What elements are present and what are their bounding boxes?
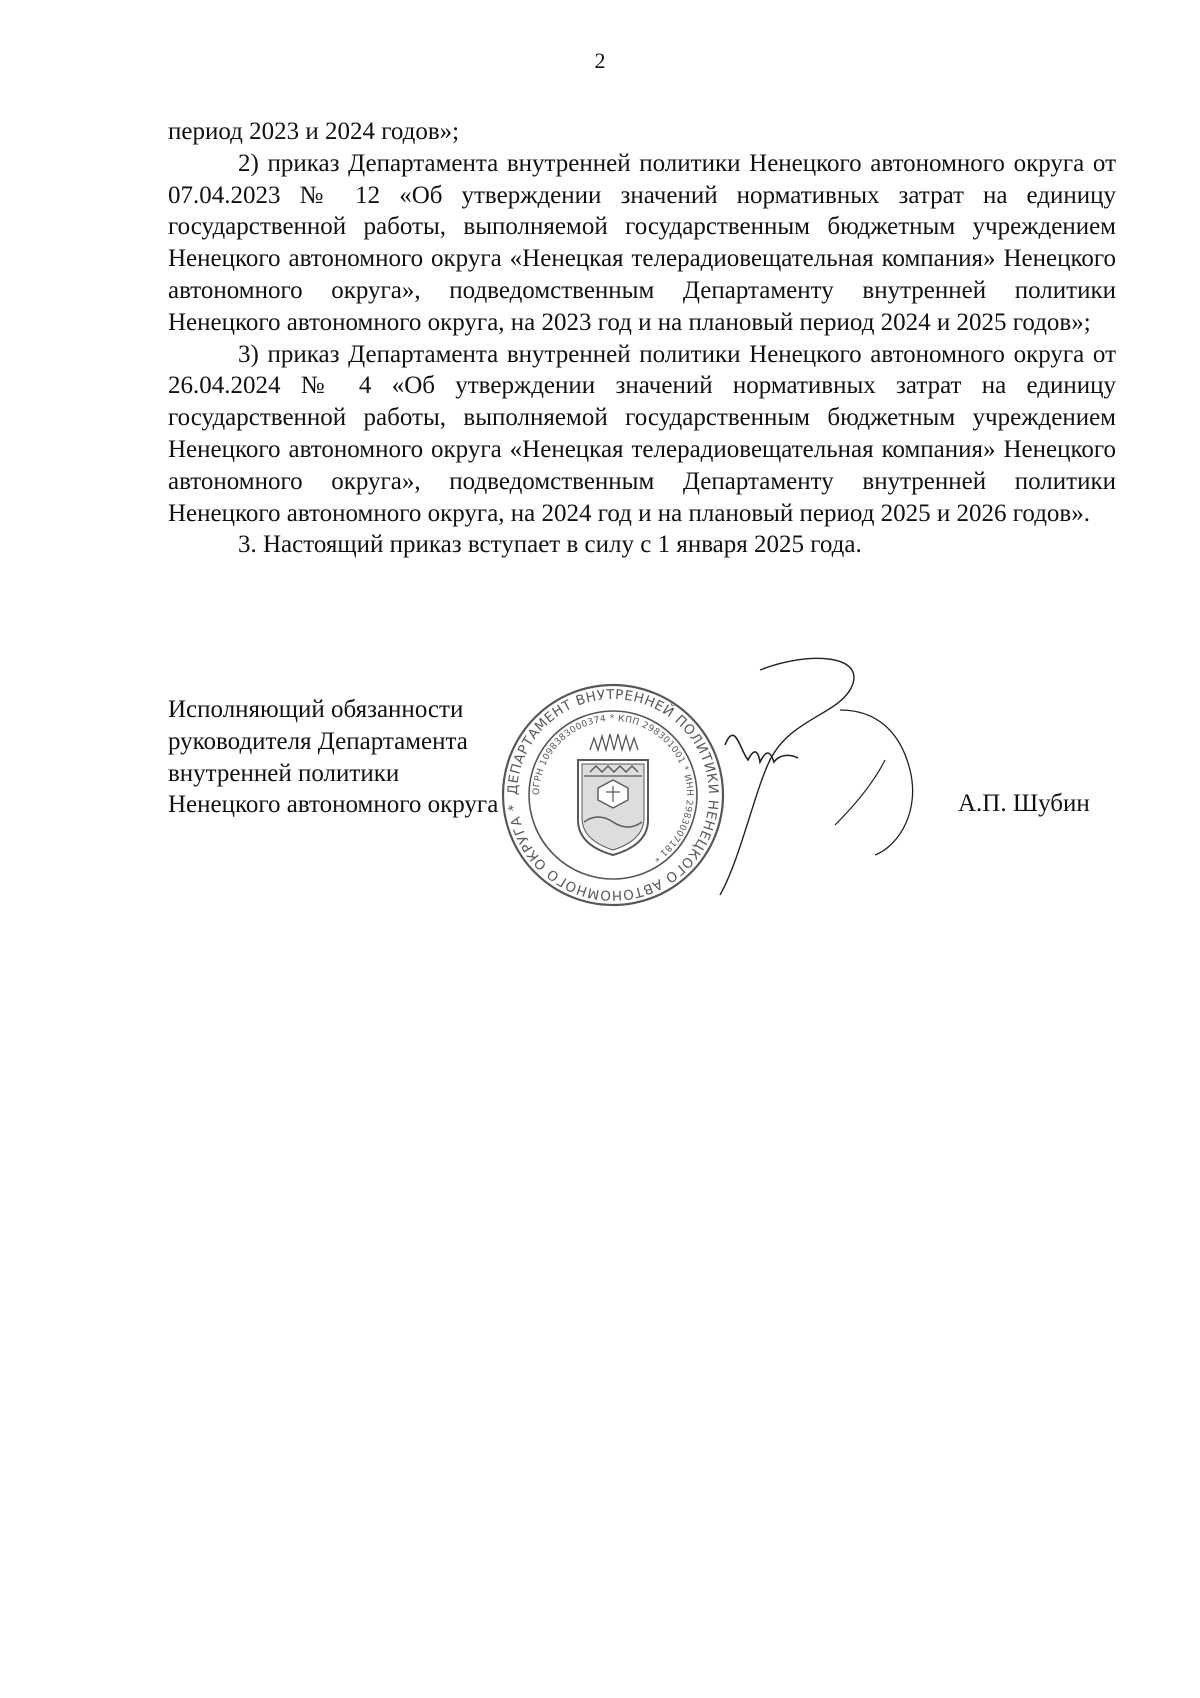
signatory-title-line: руководителя Департамента bbox=[168, 727, 468, 755]
paragraph-item-3: 3) приказ Департамента внутренней политики Ненецкого автономного округа от 26.04.2024 № 4 «Об утверждении значений нормативных затрат на единицу государственной работы, выполняемой государственным бюджетным учреждением Ненецкого автономного округа «Ненецкая телерадиовещательная компания» Ненецкого автономного округа», подведомственным Департаменту внутренней политики Ненецкого автономного округа, на 2024 год и на плановый период 2025 и 2026 годов». bbox=[168, 340, 1116, 527]
page-number: 2 bbox=[594, 48, 606, 73]
stamp-ring-text: ДЕПАРТАМЕНТ ВНУТРЕННЕЙ ПОЛИТИКИ НЕНЕЦКОГО АВТОНОМНОГО ОКРУГА * bbox=[504, 686, 722, 904]
stamp-inner-text: ОГРН 1098383000374 * КПП 298301001 * ИНН 2983007181 * bbox=[531, 713, 695, 864]
document-body bbox=[168, 116, 1116, 561]
paragraph-item-2: 2) приказ Департамента внутренней политики Ненецкого автономного округа от 07.04.2023 № 12 «Об утверждении значений нормативных затрат на единицу государственной работы, выполняемой государственным бюджетным учреждением Ненецкого автономного округа «Ненецкая телерадиовещательная компания» Ненецкого автономного округа», подведомственным Департаменту внутренней политики Ненецкого автономного округа, на 2023 год и на плановый период 2024 и 2025 годов»; bbox=[168, 149, 1116, 336]
signatory-title-line: Ненецкого автономного округа bbox=[168, 791, 499, 819]
coat-of-arms-emblem bbox=[578, 734, 648, 855]
official-stamp bbox=[498, 680, 728, 910]
signatory-name: А.П. Шубин bbox=[958, 790, 1090, 817]
signatory-title bbox=[168, 694, 498, 821]
paragraph-effective-date: 3. Настоящий приказ вступает в силу с 1 января 2025 года. bbox=[238, 531, 862, 559]
handwritten-signature bbox=[700, 650, 930, 900]
signatory-title-line: Исполняющий обязанности bbox=[168, 696, 464, 723]
paragraph-continuation: период 2023 и 2024 годов»; bbox=[168, 118, 460, 145]
signatory-title-line: внутренней политики bbox=[168, 759, 400, 787]
